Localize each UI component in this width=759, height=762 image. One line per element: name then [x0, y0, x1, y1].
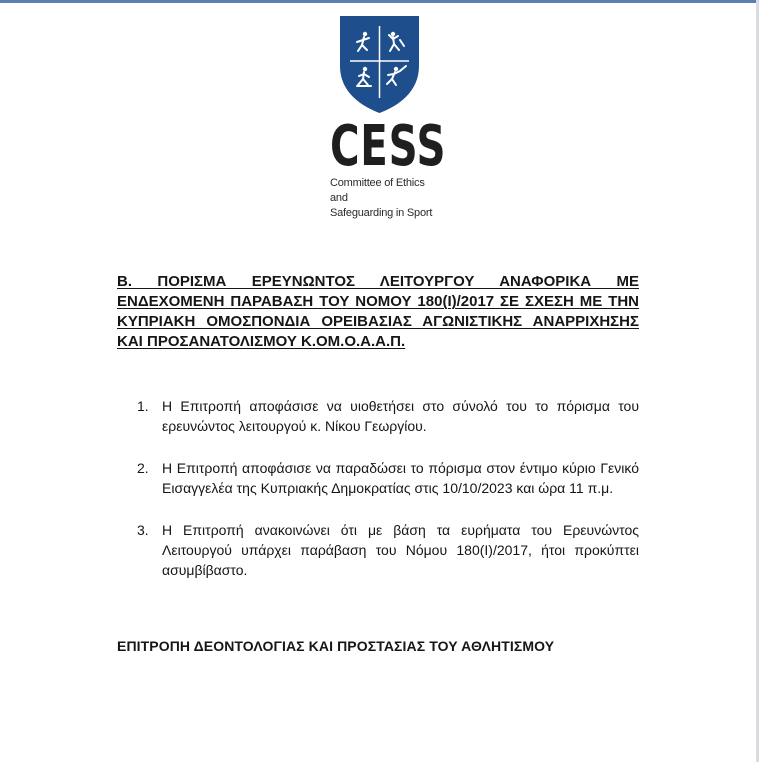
list-item-number: 1. — [137, 398, 149, 414]
list-item-text: Η Επιτροπή ανακοινώνει ότι με βάση τα ευρήματα του Ερευνώντος Λειτουργού υπάρχει παράβαση του Νόμου 180(Ι)/2017, ήτοι προκύπτει ασυμβίβαστο. — [162, 522, 639, 578]
list-item — [117, 458, 639, 498]
logo-wordmark: CESS — [330, 114, 447, 179]
list-item — [117, 520, 639, 580]
section-heading — [117, 272, 639, 352]
top-border-rule — [0, 0, 759, 3]
list-item-number: 3. — [137, 522, 149, 538]
list-item-text: Η Επιτροπή αποφάσισε να παραδώσει το πόρισμα στον έντιμο κύριο Γενικό Εισαγγελέα της Κυπριακής Δημοκρατίας στις 10/10/2023 και ώρα 11 π.μ. — [162, 460, 639, 496]
logo-subtitle-line1: Committee of Ethics and — [330, 177, 425, 204]
cess-logo-text — [330, 114, 447, 221]
section-heading-text: Β. ΠΟΡΙΣΜΑ ΕΡΕΥΝΩΝΤΟΣ ΛΕΙΤΟΥΡΓΟΥ ΑΝΑΦΟΡΙΚΑ ΜΕ ΕΝΔΕΧΟΜΕΝΗ ΠΑΡΑΒΑΣΗ ΤΟΥ ΝΟΜΟΥ 180(Ι)/2017 ΣΕ ΣΧΕΣΗ ΜΕ ΤΗΝ ΚΥΠΡΙΑΚΗ ΟΜΟΣΠΟΝΔΙΑ ΟΡΕΙΒΑΣΙΑΣ ΑΓΩΝΙΣΤΙΚΗΣ ΑΝΑΡΡΙΧΗΣΗΣ ΚΑΙ ΠΡΟΣΑΝΑΤΟΛΙΣΜΟΥ Κ.ΟΜ.Ο.Α.Α.Π. — [117, 273, 639, 350]
list-item-text: Η Επιτροπή αποφάσισε να υιοθετήσει στο σύνολό του το πόρισμα του ερευνώντος λειτουργού κ. Νίκου Γεωργίου. — [162, 398, 639, 434]
list-item — [117, 396, 639, 436]
cess-shield-logo-icon — [338, 14, 421, 115]
decision-list — [117, 396, 639, 602]
logo-subtitle-line2: Safeguarding in Sport — [330, 207, 433, 219]
signature-committee-title: ΕΠΙΤΡΟΠΗ ΔΕΟΝΤΟΛΟΓΙΑΣ ΚΑΙ ΠΡΟΣΤΑΣΙΑΣ ΤΟΥ ΑΘΛΗΤΙΣΜΟΥ — [117, 638, 555, 654]
list-item-number: 2. — [137, 460, 149, 476]
